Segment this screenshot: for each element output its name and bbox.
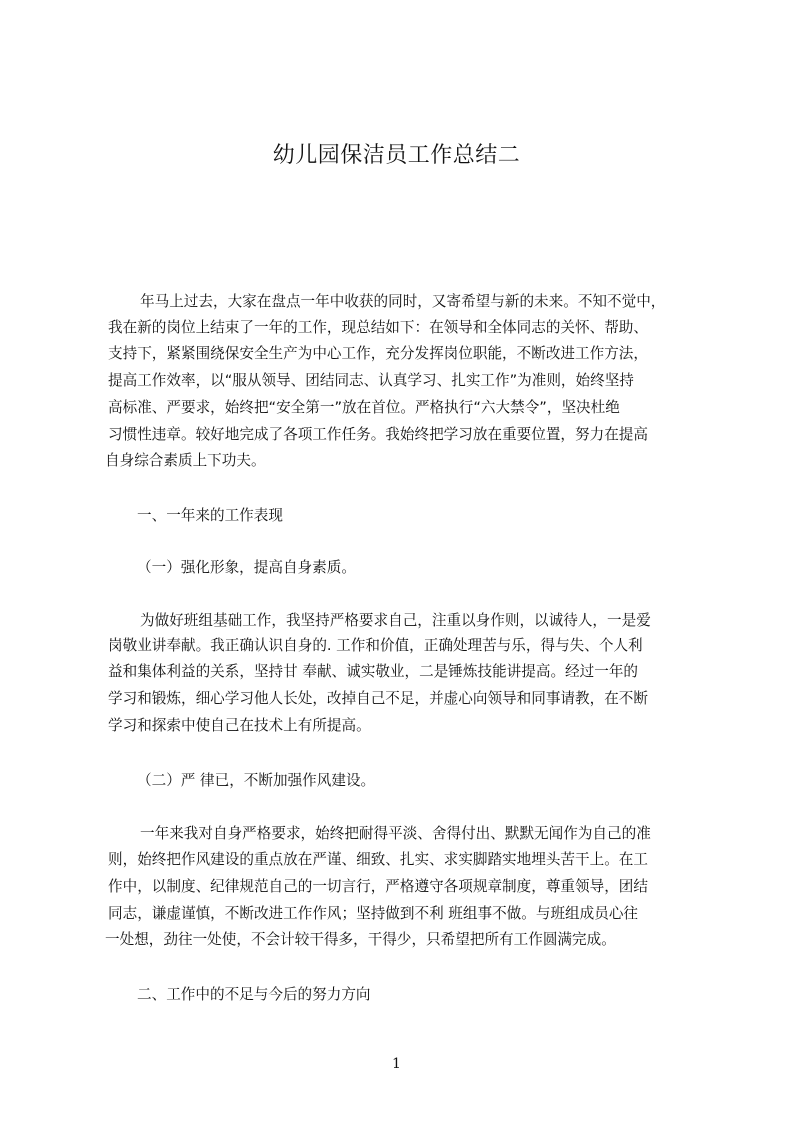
paragraph-line: 高标准、严要求，始终把“安全第一”放在首位。严格执行“六大禁令”，坚决杜绝 bbox=[108, 399, 620, 416]
paragraph-line: 习惯性违章。较好地完成了各项工作任务。我始终把学习放在重要位置，努力在提高 bbox=[108, 426, 648, 443]
paragraph-line: 同志，谦虚谨慎，不断改进工作作风；坚持做到不利 班组事不做。与班组成员心往 bbox=[108, 905, 639, 922]
paragraph-line: 提高工作效率，以“服从领导、团结同志、认真学习、扎实工作”为准则，始终坚持 bbox=[108, 372, 634, 389]
paragraph-line: 支持下，紧紧围绕保安全生产为中心工作，充分发挥岗位职能，不断改进工作方法， bbox=[108, 345, 648, 362]
section-heading: 一、一年来的工作表现 bbox=[137, 507, 283, 524]
paragraph-line: 作中，以制度、纪律规范自己的一切言行，严格遵守各项规章制度，尊重领导，团结 bbox=[108, 878, 648, 895]
paragraph-line: 一年来我对自身严格要求，始终把耐得平淡、舍得付出、默默无闻作为自己的准 bbox=[140, 825, 651, 842]
paragraph-line: 益和集体利益的关系，坚持甘 奉献、诚实敬业，二是锤炼技能讲提高。经过一年的 bbox=[108, 663, 639, 680]
page-number: 1 bbox=[392, 1056, 401, 1072]
section-heading: 二、工作中的不足与今后的努力方向 bbox=[137, 986, 371, 1003]
subsection-heading: （二）严 律已，不断加强作风建设。 bbox=[137, 772, 376, 789]
paragraph-line: 岗敬业讲奉献。我正确认识自身的. 工作和价值，正确处理苦与乐，得与失、个人利 bbox=[108, 637, 643, 654]
subsection-heading: （一）强化形象，提高自身素质。 bbox=[137, 559, 356, 576]
paragraph-line: 自身综合素质上下功夫。 bbox=[105, 452, 266, 469]
paragraph-line: 我在新的岗位上结束了一年的工作，现总结如下：在领导和全体同志的关怀、帮助、 bbox=[108, 319, 648, 336]
paragraph-line: 则，始终把作风建设的重点放在严谨、细致、扎实、求实脚踏实地埋头苦干上。在工 bbox=[108, 851, 648, 868]
document-title: 幼儿园保洁员工作总结二 bbox=[272, 143, 521, 168]
paragraph-line: 一处想，劲往一处使，不会计较干得多，干得少，只希望把所有工作圆满完成。 bbox=[105, 931, 616, 948]
paragraph-line: 学习和探索中使自己在技术上有所提高。 bbox=[108, 717, 371, 734]
paragraph-line: 年马上过去，大家在盘点一年中收获的同时，又寄希望与新的未来。不知不觉中， bbox=[140, 293, 666, 310]
paragraph-line: 为做好班组基础工作，我坚持严格要求自己，注重以身作则，以诚待人，一是爱 bbox=[140, 612, 651, 629]
paragraph-line: 学习和锻炼，细心学习他人长处，改掉自己不足，并虚心向领导和同事请教，在不断 bbox=[108, 690, 648, 707]
